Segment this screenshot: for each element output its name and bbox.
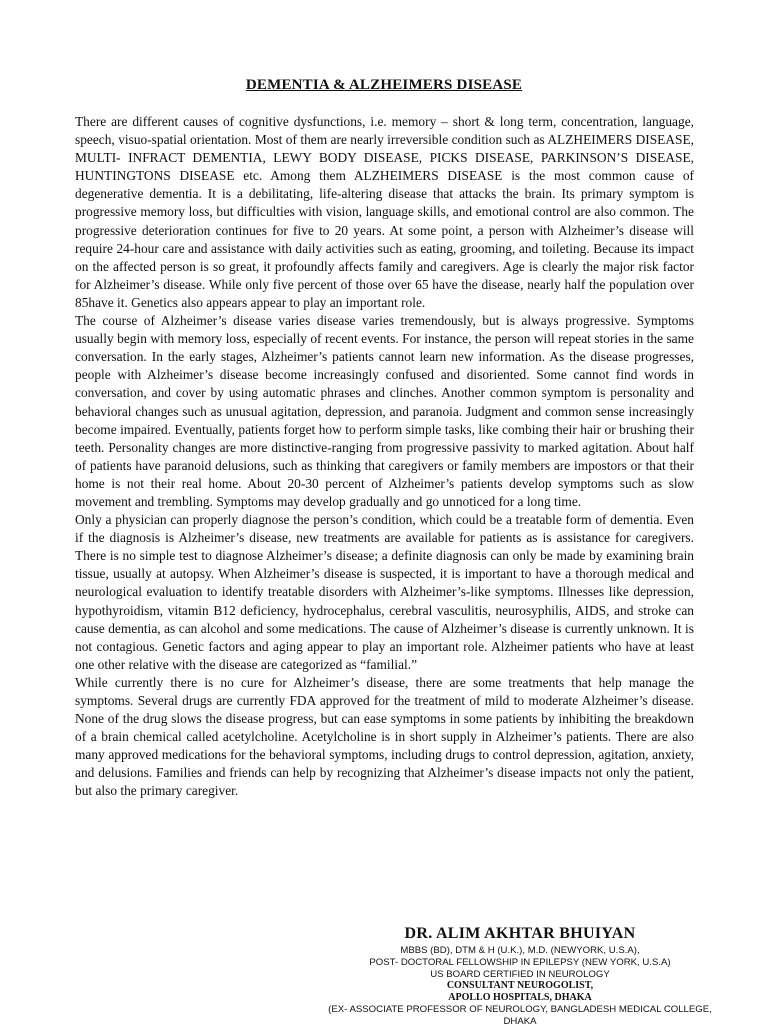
document-title: DEMENTIA & ALZHEIMERS DISEASE xyxy=(245,77,523,93)
paragraph-causes: There are different causes of cognitive dysfunctions, i.e. memory – short & long term, concentration, language, speech, visuo-spatial orientation. Most of them are nearly irreversible condition such as ALZHEIMERS DISEASE, MULTI- INFRACT DEMENTIA, LEWY BODY DISEASE, PICKS DISEASE, PARKINSON’S DISEASE, HUNTINGTONS DISEASE etc. Among them ALZHEIMERS DISEASE is the most common cause of degenerative dementia. It is a debilitating, life-altering disease that attacks the brain. Its primary symptom is progressive memory loss, but difficulties with vision, language skills, and emotional control are also common. The progressive deterioration continues for five to 20 years. At some point, a person with Alzheimer’s disease will require 24-hour care and assistance with daily activities such as eating, grooming, and toileting. Because its impact on the affected person is so great, it profoundly affects family and caregivers. Age is clearly the major risk factor for Alzheimer’s disease. While only five percent of those over 65 have the disease, nearly half the population over 85have it. Genetics also appears appear to play an important role. xyxy=(75,114,694,310)
author-certification: US BOARD CERTIFIED IN NEUROLOGY xyxy=(430,968,610,980)
author-former-city: DHAKA xyxy=(503,1015,537,1024)
author-name: DR. ALIM AKHTAR BHUIYAN xyxy=(404,925,636,942)
paragraph-treatment: While currently there is no cure for Alzheimer’s disease, there are some treatments that help manage the symptoms. Several drugs are currently FDA approved for the treatment of mild to moderate Alzheimer’s disease. None of the drug slows the disease progress, but can ease symptoms in some patients by inhibiting the breakdown of a brain chemical called acetylcholine. Acetylcholine is in short supply in Alzheimer’s patients. There are also many approved medications for the behavioral symptoms, including drugs to control depression, agitation, anxiety, and delusions. Families and friends can help by recognizing that Alzheimer’s disease impacts not only the patient, but also the primary caregiver. xyxy=(75,674,694,799)
author-former-position: (EX- ASSOCIATE PROFESSOR OF NEUROLOGY, BANGLADESH MEDICAL COLLEGE, xyxy=(328,1003,712,1015)
paragraph-diagnosis: Only a physician can properly diagnose the person’s condition, which could be a treatable form of dementia. Even if the diagnosis is Alzheimer’s disease, new treatments are available for patients as is assistance for caregivers. There is no simple test to diagnose Alzheimer’s disease; a definite diagnosis can only be made by examining brain tissue, usually at autopsy. When Alzheimer’s disease is suspected, it is important to have a thorough medical and neurological evaluation to identify treatable disorders with Alzheimer’s-like symptoms. Illnesses like depression, hypothyroidism, vitamin B12 deficiency, hydrocephalus, cerebral vasculitis, neurosyphilis, AIDS, and stroke can cause dementia, as can alcohol and some medications. The cause of Alzheimer’s disease is currently unknown. It is not contagious. Genetic factors and aging appear to play an important role. Alzheimer patients who have at least one other relative with the disease are categorized as “familial.” xyxy=(75,512,694,672)
paragraph-course: The course of Alzheimer’s disease varies disease varies tremendously, but is always progressive. Symptoms usually begin with memory loss, especially of recent events. For instance, the person will repeat stories in the same conversation. In the early stages, Alzheimer’s patients cannot learn new information. As the disease progresses, people with Alzheimer’s disease become increasingly confused and disoriented. Some cannot find words in conversation, and cover by using automatic phrases and clinches. Another common symptom is personality and behavioral changes such as unusual agitation, depression, and paranoia. Judgment and common sense increasingly become impaired. Eventually, patients forget how to perform simple tasks, like combing their hair or brushing their teeth. Personality changes are more distinctive-ranging from progressive passivity to marked agitation. About half of patients have paranoid delusions, such as thinking that caregivers or family members are impostors or that their home is not their real home. About 20-30 percent of Alzheimer’s patients develop symptoms such as slow movement and trembling. Symptoms may develop gradually and go unnoticed for a long time. xyxy=(75,313,694,509)
author-degrees: MBBS (BD), DTM & H (U.K.), M.D. (NEWYORK, U.S.A), xyxy=(400,945,640,956)
author-position: CONSULTANT NEUROGOLIST, xyxy=(446,980,594,992)
author-hospital: APOLLO HOSPITALS, DHAKA xyxy=(448,992,592,1004)
signature-block xyxy=(300,924,740,1024)
document-body xyxy=(75,113,694,801)
author-fellowship: POST- DOCTORAL FELLOWSHIP IN EPILEPSY (NEW YORK, U.S.A) xyxy=(369,956,671,968)
